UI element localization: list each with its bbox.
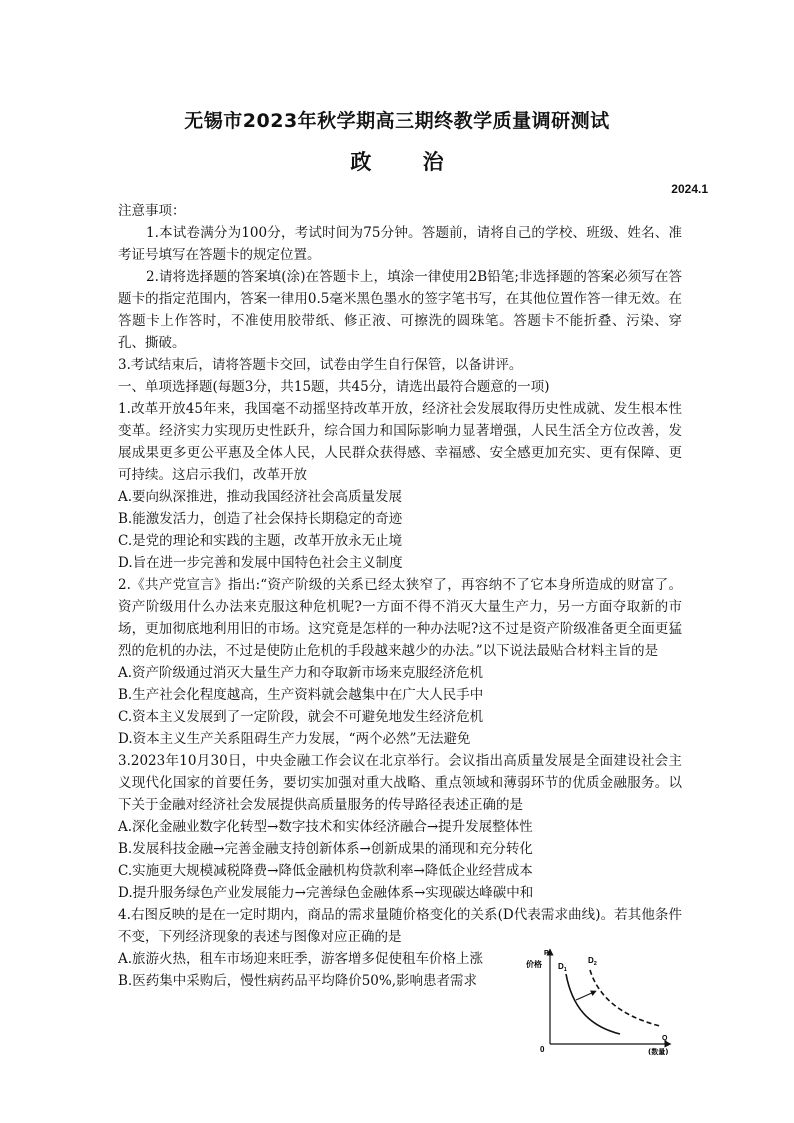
question-4: [118, 904, 682, 1056]
question-stem: 2.《共产党宣言》指出:“资产阶级的关系已经太狭窄了，再容纳不了它本身所造成的财富了。资产阶级用什么办法来克服这种危机呢?一方面不得不消灭大量生产力，另一方面夺取新的市场，更加彻底地利用旧的市场。这究竟是怎样的一种办法呢?这不过是资产阶级准备更全面更猛烈的危机的办法，不过是使防止危机的手段越来越少的办法。”以下说法最贴合材料主旨的是: [118, 577, 682, 659]
question-4-options: [118, 948, 504, 992]
option-b: B.生产社会化程度越高，生产资料就会越集中在广大人民手中: [118, 687, 484, 703]
option-b: B.医药集中采购后，慢性病药品平均降价50%,影响患者需求: [118, 973, 478, 989]
option-a: A.资产阶级通过消灭大量生产力和夺取新市场来克服经济危机: [118, 665, 484, 681]
exam-title: 无锡市2023年秋学期高三期终教学质量调研测试: [184, 110, 610, 132]
question-1: [118, 398, 682, 574]
option-d: D.旨在进一步完善和发展中国特色社会主义制度: [118, 555, 403, 571]
option-a: A.深化金融业数字化转型→数字技术和实体经济融合→提升发展整体性: [118, 819, 533, 835]
shift-arrow: [576, 992, 594, 1000]
option-b: B.能激发活力，创造了社会保持长期稳定的奇迹: [118, 511, 403, 527]
y-axis-letter: P: [544, 950, 549, 957]
notice-item-2: 2.请将选择题的答案填(涂)在答题卡上，填涂一律使用2B铅笔;非选择题的答案必须写在答题卡的指定范围内，答案一律用0.5毫米黑色墨水的签字笔书写，在其他位置作答一律无效。在答题卡上作答时，不准使用胶带纸、修正液、可擦洗的圆珠笔。答题卡不能折叠、污染、穿孔、撕破。: [118, 269, 682, 351]
exam-date: 2024.1: [671, 182, 708, 196]
question-3: [118, 750, 682, 904]
question-stem: 4.右图反映的是在一定时期内，商品的需求量随价格变化的关系(D代表需求曲线)。若其他条件不变，下列经济现象的表述与图像对应正确的是: [118, 907, 682, 945]
notice-item-3: 3.考试结束后，请将答题卡交回，试卷由学生自行保管，以备讲评。: [118, 357, 523, 373]
option-a: A.要向纵深推进，推动我国经济社会高质量发展: [118, 489, 403, 505]
option-d: D.提升服务绿色产业发展能力→完善绿色金融体系→实现碳达峰碳中和: [118, 885, 534, 901]
question-stem: 1.改革开放45年来，我国毫不动摇坚持改革开放，经济社会发展取得历史性成就、发生根本性变革。经济实力实现历史性跃升，综合国力和国际影响力显著增强，人民生活全方位改善，发展成果更多更公平惠及全体人民，人民群众获得感、幸福感、安全感更加充实、更有保障、更可持续。这启示我们，改革开放: [118, 401, 682, 483]
curve-d1-label: $D_1$: [558, 962, 567, 973]
question-stem: 3.2023年10月30日，中央金融工作会议在北京举行。会议指出高质量发展是全面建设社会主义现代化国家的首要任务，要切实加强对重大战略、重点领域和薄弱环节的优质金融服务。以下关于金融对经济社会发展提供高质量服务的传导路径表述正确的是: [118, 753, 682, 813]
x-axis-letter: Q: [662, 1035, 668, 1042]
demand-curve-figure: [522, 946, 682, 1056]
option-c: C.是党的理论和实践的主题，改革开放永无止境: [118, 533, 403, 549]
x-axis-label: (数量): [648, 1048, 669, 1056]
option-b: B.发展科技金融→完善金融支持创新体系→创新成果的涌现和充分转化: [118, 841, 533, 857]
question-2: [118, 574, 682, 750]
option-c: C.资本主义发展到了一定阶段，就会不可避免地发生经济危机: [118, 709, 484, 725]
option-a: A.旅游火热，租车市场迎来旺季，游客增多促使租车价格上涨: [118, 951, 484, 967]
curve-d2-label: $D_2$: [588, 956, 597, 967]
section-heading: 一、单项选择题(每题3分，共15题，共45分，请选出最符合题意的一项): [118, 379, 550, 395]
y-axis-label: 价格: [526, 960, 542, 969]
exam-subject: 政 治: [350, 150, 466, 174]
demand-curve-d2: [590, 970, 660, 1026]
exam-body: [118, 200, 682, 1056]
notice-item-1: 1.本试卷满分为100分，考试时间为75分钟。答题前，请将自己的学校、班级、姓名、准考证号填写在答题卡的规定位置。: [118, 225, 682, 263]
origin-label: 0: [540, 1045, 545, 1054]
option-c: C.实施更大规模减税降费→降低金融机构贷款利率→降低企业经营成本: [118, 863, 533, 879]
notice-heading: 注意事项：: [118, 203, 186, 219]
option-d: D.资本主义生产关系阻碍生产力发展，“两个必然”无法避免: [118, 731, 471, 747]
